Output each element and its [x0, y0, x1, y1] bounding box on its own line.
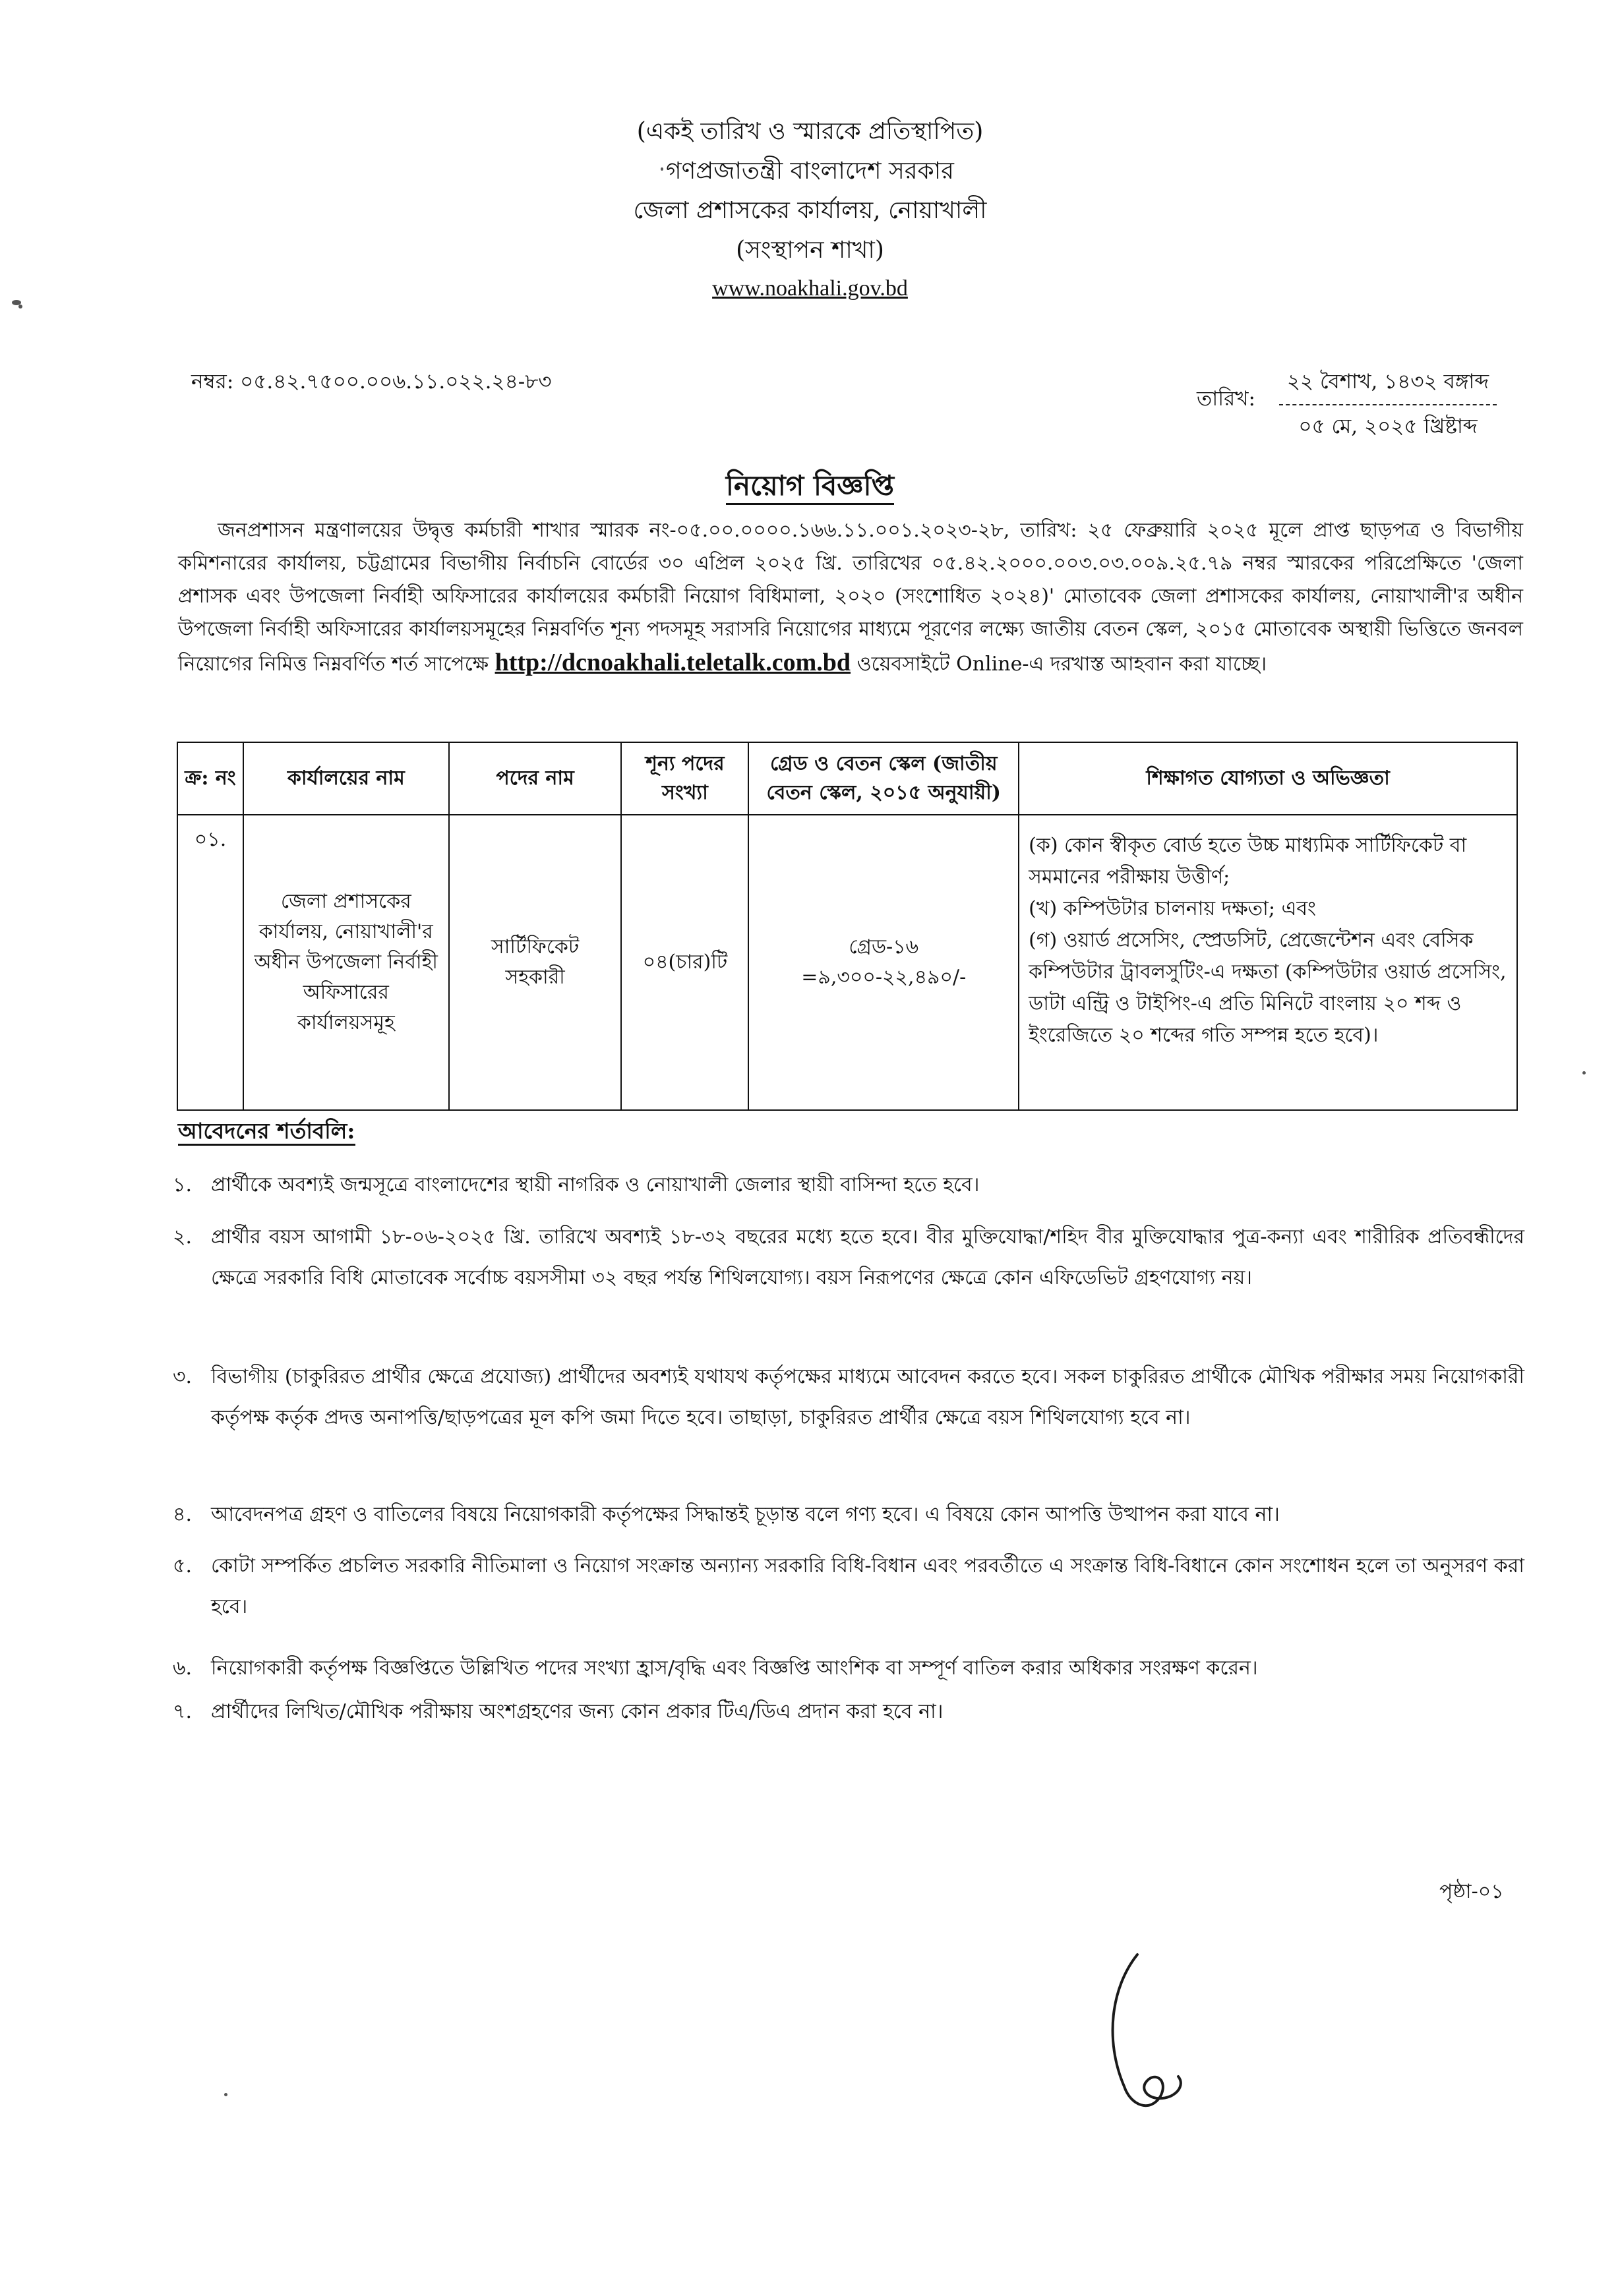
table-header-row [177, 742, 1517, 815]
condition-item [173, 1546, 1524, 1628]
table-row [177, 815, 1517, 1110]
condition-text: আবেদনপত্র গ্রহণ ও বাতিলের বিষয়ে নিয়োগকারী কর্তৃপক্ষের সিদ্ধান্তই চূড়ান্ত বলে গণ্য হবে। এ বিষয়ে কোন আপত্তি উত্থাপন করা যাবে না। [211, 1503, 1280, 1526]
condition-text: কোটা সম্পর্কিত প্রচলিত সরকারি নীতিমালা ও নিয়োগ সংক্রান্ত অন্যান্য সরকারি বিধি-বিধান এবং পরবর্তীতে এ সংক্রান্ত বিধি-বিধানে কোন সংশোধন হলে তা অনুসরণ করা হবে। [211, 1554, 1524, 1618]
date-english: ০৫ মে, ২০২৫ খ্রিষ্টাব্দ [1298, 415, 1478, 438]
vacancy-table [177, 742, 1518, 1111]
date-bangla: ২২ বৈশাখ, ১৪৩২ বঙ্গাব্দ [1279, 366, 1497, 405]
row-grade-scale [748, 815, 1019, 1110]
condition-item [173, 1494, 1524, 1535]
condition-item [173, 1692, 1524, 1732]
office-name: জেলা প্রশাসকের কার্যালয়, নোয়াখালী [633, 197, 987, 224]
row-post: সার্টিফিকেট সহকারী [449, 815, 622, 1110]
notice-title-text: নিয়োগ বিজ্ঞপ্তি [726, 469, 894, 505]
scan-speck [224, 2093, 227, 2096]
row-grade: গ্রেড-১৬ [849, 935, 919, 958]
condition-text: প্রার্থীদের লিখিত/মৌখিক পরীক্ষায় অংশগ্রহণের জন্য কোন প্রকার টিএ/ডিএ প্রদান করা হবে না। [211, 1700, 944, 1723]
intro-paragraph [178, 514, 1523, 681]
col-qualification-header: শিক্ষাগত যোগ্যতা ও অভিজ্ঞতা [1019, 742, 1517, 815]
notice-title [0, 464, 1620, 511]
row-office: জেলা প্রশাসকের কার্যালয়, নোয়াখালী'র অধীন উপজেলা নির্বাহী অফিসারের কার্যালয়সমূহ [243, 815, 449, 1110]
scan-speck [18, 305, 22, 309]
branch-name: (সংস্থাপন শাখা) [736, 237, 884, 264]
col-post-header: পদের নাম [449, 742, 622, 815]
condition-text: নিয়োগকারী কর্তৃপক্ষ বিজ্ঞপ্তিতে উল্লিখিত পদের সংখ্যা হ্রাস/বৃদ্ধি এবং বিজ্ঞপ্তি আংশিক বা সম্পূর্ণ বাতিল করার অধিকার সংরক্ষণ করেন। [211, 1657, 1258, 1680]
condition-text: প্রার্থীর বয়স আগামী ১৮-০৬-২০২৫ খ্রি. তারিখে অবশ্যই ১৮-৩২ বছরের মধ্যে হতে হবে। বীর মুক্তিযোদ্ধা/শহিদ বীর মুক্তিযোদ্ধার পুত্র-কন্যা এবং শারীরিক প্রতিবন্ধীদের ক্ষেত্রে সরকারি বিধি মোতাবেক সর্বোচ্চ বয়সসীমা ৩২ বছর পর্যন্ত শিথিলযোগ্য। বয়স নিরূপণের ক্ষেত্রে কোন এফিডেভিট গ্রহণযোগ্য নয়। [211, 1225, 1524, 1289]
date-block [1279, 366, 1497, 445]
signature-mark [1091, 1948, 1197, 2126]
col-serial-header: ক্র: নং [177, 742, 243, 815]
row-scale: =৯,৩০০-২২,৪৯০/- [801, 966, 967, 989]
conditions-heading-text: আবেদনের শর্তাবলি: [178, 1118, 355, 1146]
condition-item [173, 1357, 1524, 1438]
intro-text: জনপ্রশাসন মন্ত্রণালয়ের উদ্বৃত্ত কর্মচারী শাখার স্মারক নং-০৫.০০.০০০০.১৬৬.১১.০০১.২০২৩-২৮, তারিখ: ২৫ ফেব্রুয়ারি ২০২৫ মূলে প্রাপ্ত ছাড়পত্র ও বিভাগীয় কমিশনারের কার্যালয়, চট্টগ্রামের বিভাগীয় নির্বাচনি বোর্ডের ৩০ এপ্রিল ২০২৫ খ্রি. তারিখের ০৫.৪২.২০০০.০০৩.০৩.০০৯.২৫.৭৯ নম্বর স্মারকের পরিপ্রেক্ষিতে 'জেলা প্রশাসক এবং উপজেলা নির্বাহী অফিসারের কার্যালয়ের কর্মচারী নিয়োগ বিধিমালা, ২০২০ (সংশোধিত ২০২৪)' মোতাবেক জেলা প্রশাসকের কার্যালয়, নোয়াখালী'র অধীন উপজেলা নির্বাহী অফিসারের কার্যালয়সমূহের নিম্নবর্ণিত শূন্য পদসমূহ সরাসরি নিয়োগের মাধ্যমে পূরণের লক্ষ্যে জাতীয় বেতন স্কেল, ২০১৫ মোতাবেক অস্থায়ী ভিত্তিতে জনবল নিয়োগের নিমিত্ত নিম্নবর্ণিত শর্ত সাপেক্ষে [178, 519, 1523, 676]
condition-item [173, 1217, 1524, 1299]
condition-item [173, 1165, 1524, 1206]
condition-number: ৫. [173, 1554, 193, 1577]
page-number: পৃষ্ঠা-০১ [1439, 1880, 1504, 1903]
row-vacancy: ০৪(চার)টি [621, 815, 748, 1110]
col-office-header: কার্যালয়ের নাম [243, 742, 449, 815]
col-vacancy-header: শূন্য পদের সংখ্যা [621, 742, 748, 815]
row-serial: ০১. [177, 815, 243, 1110]
col-grade-header: গ্রেড ও বেতন স্কেল (জাতীয় বেতন স্কেল, ২০১৫ অনুযায়ী) [748, 742, 1019, 815]
qualification-item: (গ) ওয়ার্ড প্রসেসিং, স্প্রেডসিট, প্রেজেন্টেশন এবং বেসিক কম্পিউটার ট্রাবলসুটিং-এ দক্ষতা (কম্পিউটার ওয়ার্ড প্রসেসিং, ডাটা এন্ট্রি ও টাইপিং-এ প্রতি মিনিটে বাংলায় ২০ শব্দ ও ইংরেজিতে ২০ শব্দের গতি সম্পন্ন হতে হবে)। [1029, 929, 1507, 1047]
scan-speck [661, 167, 663, 171]
condition-number: ৩. [173, 1365, 193, 1388]
condition-number: ৪. [173, 1503, 193, 1526]
qualification-item: (ক) কোন স্বীকৃত বোর্ড হতে উচ্চ মাধ্যমিক সার্টিফিকেট বা সমমানের পরীক্ষায় উত্তীর্ণ; [1029, 834, 1467, 889]
condition-item [173, 1648, 1524, 1689]
document-header [0, 112, 1620, 307]
condition-number: ৬. [173, 1657, 193, 1680]
memo-number: নম্বর: ০৫.৪২.৭৫০০.০০৬.১১.০২২.২৪-৮৩ [191, 370, 552, 394]
row-qualifications [1019, 815, 1517, 1110]
date-label: তারিখ: [1197, 387, 1255, 411]
condition-number: ২. [173, 1225, 193, 1249]
scan-speck [1582, 1071, 1586, 1074]
conditions-heading [178, 1114, 355, 1151]
condition-text: প্রার্থীকে অবশ্যই জন্মসূত্রে বাংলাদেশের স্থায়ী নাগরিক ও নোয়াখালী জেলার স্থায়ী বাসিন্দা হতে হবে। [211, 1173, 980, 1196]
intro-tail: ওয়েবসাইটে Online-এ দরখাস্ত আহবান করা যাচ্ছে। [856, 653, 1267, 676]
government-name: গণপ্রজাতন্ত্রী বাংলাদেশ সরকার [665, 158, 954, 185]
condition-text: বিভাগীয় (চাকুরিরত প্রার্থীর ক্ষেত্রে প্রযোজ্য) প্রার্থীদের অবশ্যই যথাযথ কর্তৃপক্ষের মাধ্যমে আবেদন করতে হবে। সকল চাকুরিরত প্রার্থীকে মৌখিক পরীক্ষার সময় নিয়োগকারী কর্তৃপক্ষ কর্তৃক প্রদত্ত অনাপত্তি/ছাড়পত্রের মূল কপি জমা দিতে হবে। তাছাড়া, চাকুরিরত প্রার্থীর ক্ষেত্রে বয়স শিথিলযোগ্য হবে না। [211, 1365, 1524, 1429]
website-link[interactable]: www.noakhali.gov.bd [712, 276, 908, 301]
condition-number: ৭. [173, 1700, 193, 1723]
qualification-item: (খ) কম্পিউটার চালনায় দক্ষতা; এবং [1029, 897, 1316, 920]
replacement-note: (একই তারিখ ও স্মারকে প্রতিস্থাপিত) [636, 118, 984, 145]
condition-number: ১. [173, 1173, 193, 1196]
application-url-link[interactable]: http://dcnoakhali.teletalk.com.bd [495, 649, 851, 676]
